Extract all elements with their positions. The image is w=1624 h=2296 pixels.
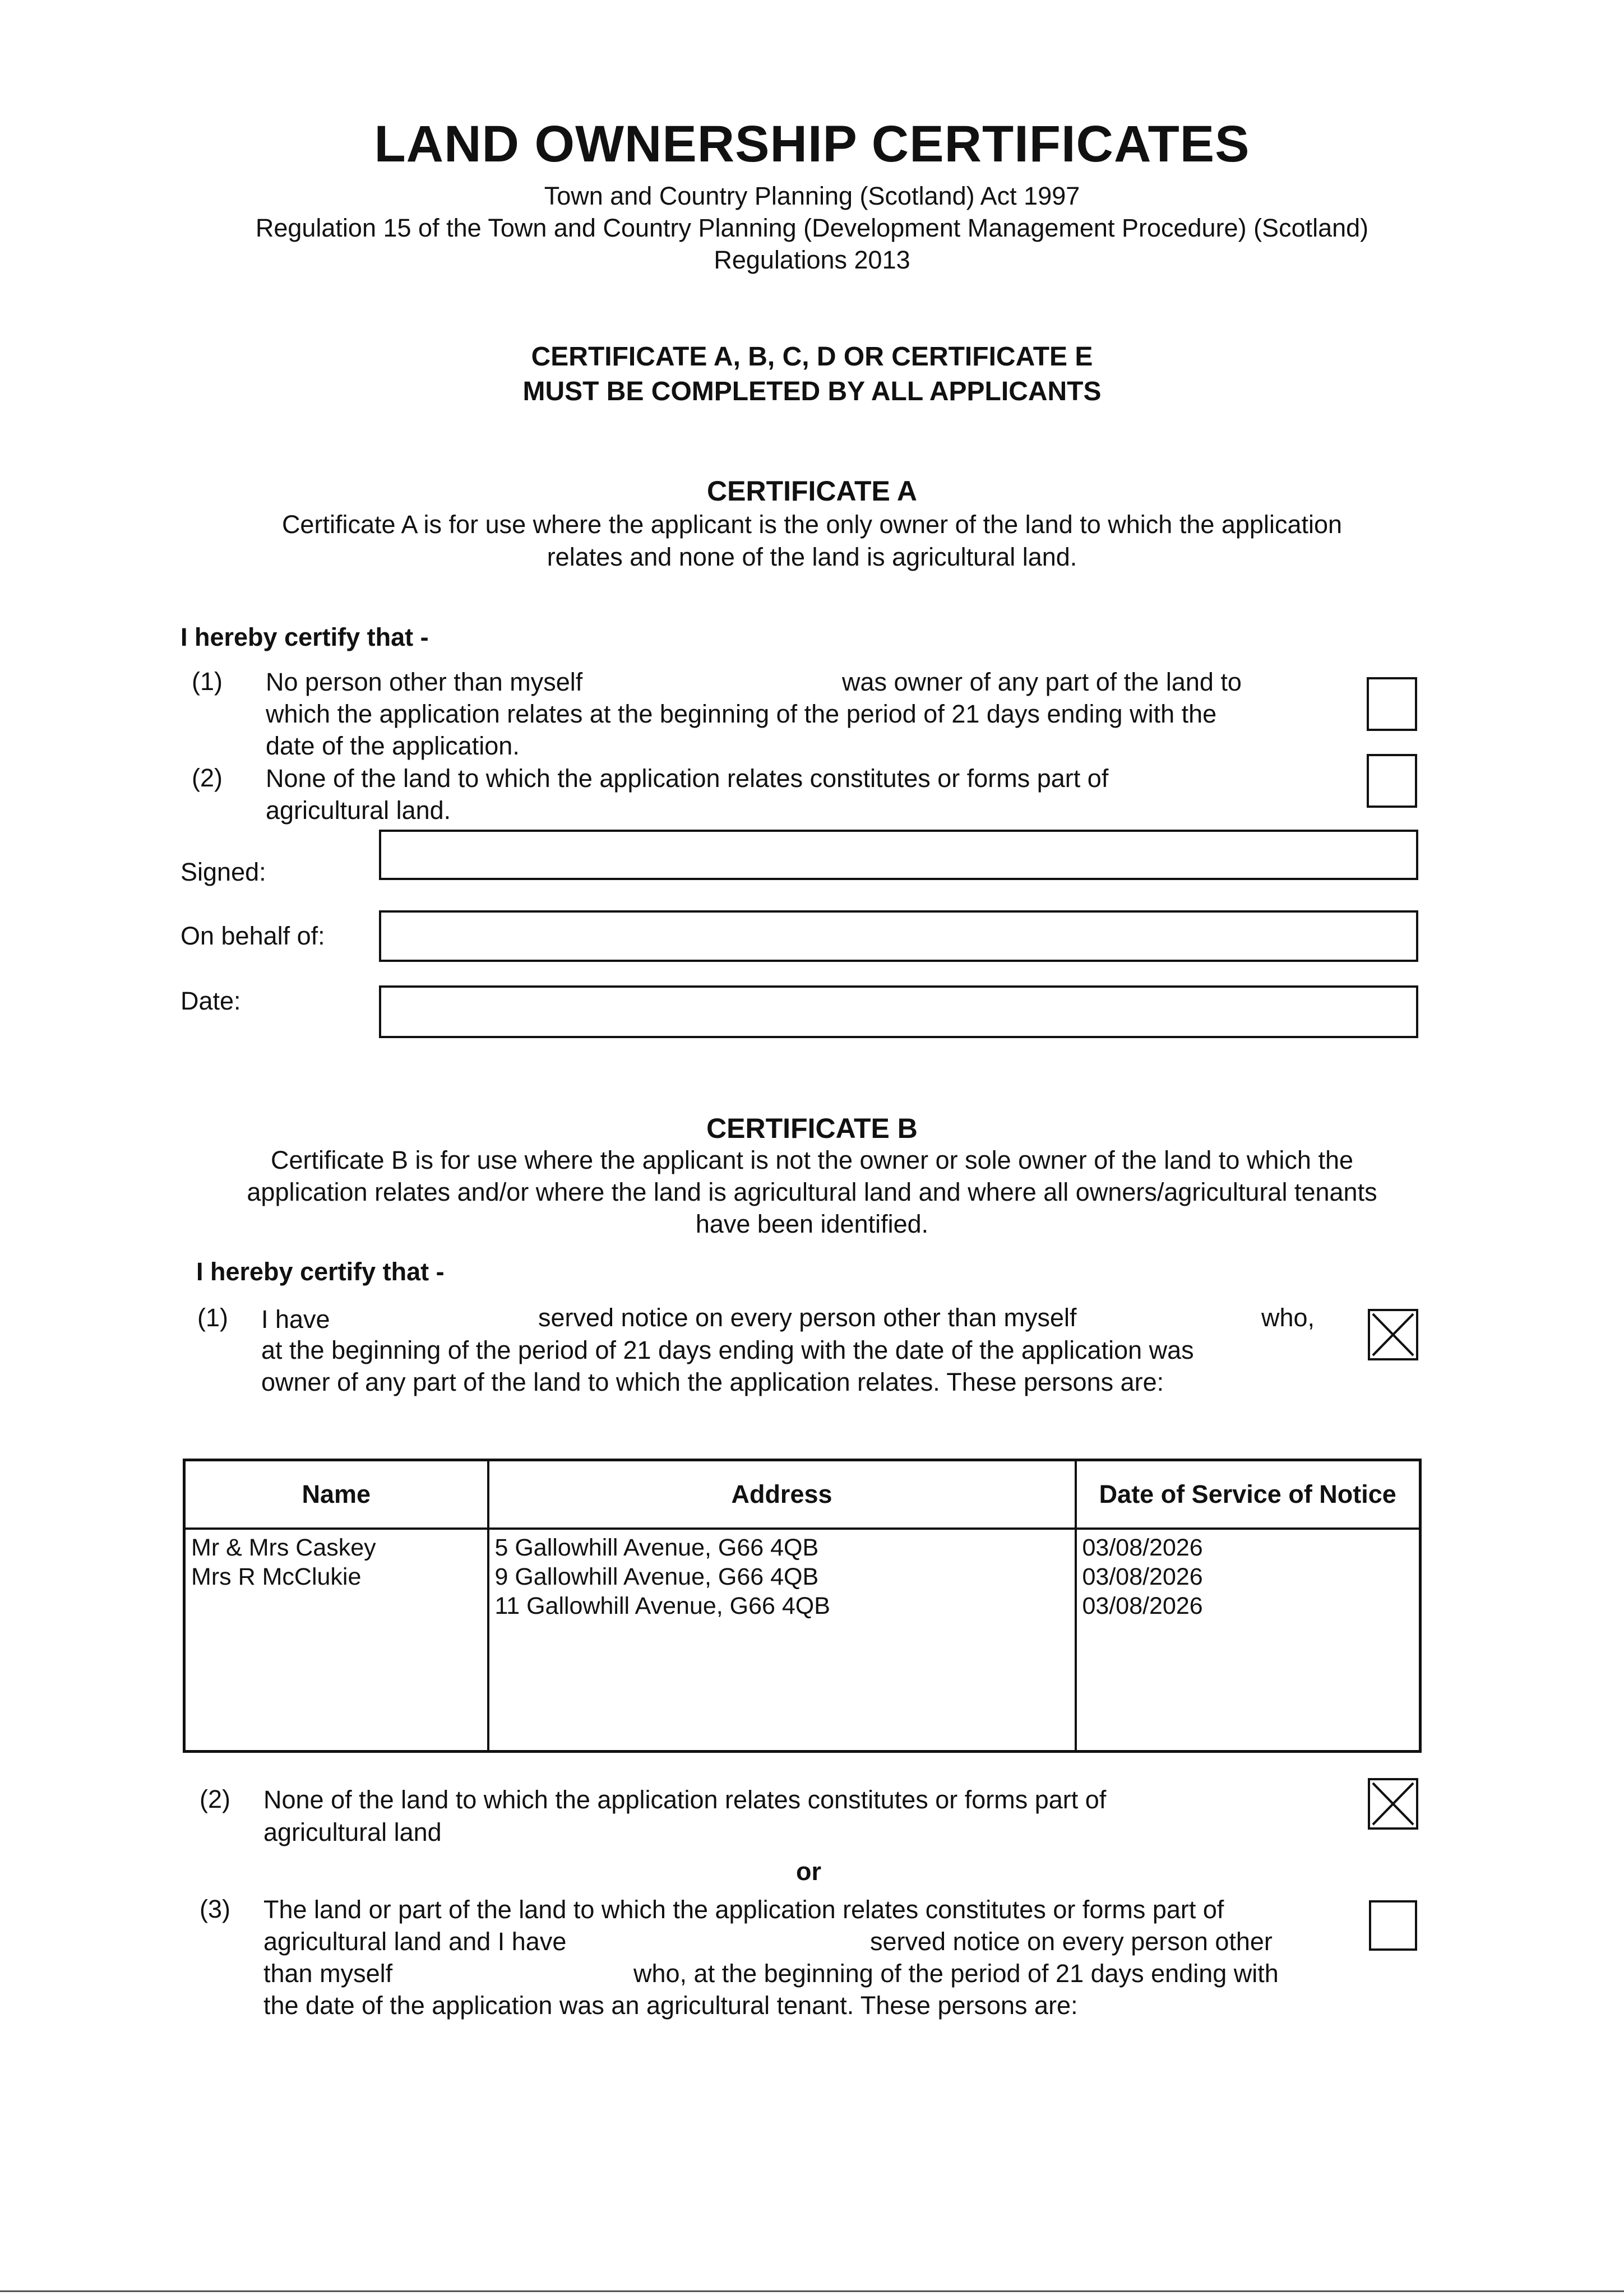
certificate-b-item-1-number: (1) bbox=[197, 1303, 228, 1332]
certificate-b-item-3-text-1: The land or part of the land to which the application relates constitutes or forms part of bbox=[263, 1895, 1224, 1924]
certificate-a-date-label: Date: bbox=[181, 987, 241, 1015]
certificate-b-item-3-text-3a: than myself bbox=[263, 1959, 393, 1988]
check-cross-icon bbox=[1370, 1780, 1416, 1827]
certificate-b-item-3-number: (3) bbox=[200, 1895, 230, 1923]
act-reference: Town and Country Planning (Scotland) Act 1997 bbox=[544, 182, 1080, 210]
certificate-b-item-3-checkbox[interactable] bbox=[1369, 1900, 1417, 1951]
certificate-b-certify-label: I hereby certify that - bbox=[196, 1257, 445, 1286]
certificate-a-item-2-checkbox[interactable] bbox=[1367, 754, 1417, 808]
certificate-b-item-1-text-3: owner of any part of the land to which the application relates. These persons are: bbox=[261, 1368, 1164, 1396]
owners-table-header-row bbox=[184, 1460, 1421, 1529]
certificate-a-item-1-number: (1) bbox=[192, 667, 223, 696]
certificate-a-item-1-text-1b: was owner of any part of the land to bbox=[842, 668, 1242, 696]
certificate-a-item-2-text-1: None of the land to which the application relates constitutes or forms part of bbox=[266, 764, 1109, 793]
owners-table bbox=[183, 1459, 1422, 1753]
certificate-a-item-1-text-1a: No person other than myself bbox=[266, 668, 583, 696]
owners-dates-cell bbox=[1076, 1529, 1421, 1752]
certificate-b-item-1-text-2: at the beginning of the period of 21 days ending with the date of the application was bbox=[261, 1336, 1194, 1364]
table-row bbox=[184, 1529, 1421, 1752]
notice-date: 03/08/2026 bbox=[1082, 1563, 1203, 1590]
certificate-a-date-field[interactable] bbox=[379, 985, 1418, 1038]
certificate-b-item-2-number: (2) bbox=[200, 1785, 230, 1813]
certificate-a-signed-field[interactable] bbox=[379, 830, 1418, 880]
certificate-a-item-1-text-2: which the application relates at the beginning of the period of 21 days ending with the bbox=[266, 700, 1217, 728]
certificate-a-behalf-label: On behalf of: bbox=[181, 922, 325, 950]
certificate-b-item-2-checkbox[interactable] bbox=[1368, 1778, 1418, 1830]
certificate-b-item-3-text-2b: served notice on every person other bbox=[870, 1927, 1273, 1956]
certificate-b-item-1-text-1a: I have bbox=[261, 1305, 330, 1334]
certificate-b-item-2-text-2: agricultural land bbox=[263, 1818, 442, 1846]
owner-address: 5 Gallowhill Avenue, G66 4QB bbox=[494, 1534, 819, 1561]
notice-line-2: MUST BE COMPLETED BY ALL APPLICANTS bbox=[522, 377, 1102, 406]
owners-addresses-cell bbox=[488, 1529, 1076, 1752]
or-separator: or bbox=[796, 1857, 821, 1886]
certificate-a-item-2-text-2: agricultural land. bbox=[266, 796, 451, 825]
certificate-a-description-1: Certificate A is for use where the applicant is the only owner of the land to which the application bbox=[281, 510, 1343, 539]
notice-line-1: CERTIFICATE A, B, C, D OR CERTIFICATE E bbox=[531, 342, 1093, 372]
owner-address: 9 Gallowhill Avenue, G66 4QB bbox=[494, 1563, 819, 1590]
notice-date: 03/08/2026 bbox=[1082, 1593, 1203, 1619]
certificate-b-item-1-text-1c: who, bbox=[1261, 1303, 1315, 1332]
check-cross-icon bbox=[1370, 1311, 1416, 1358]
certificate-b-item-3-text-3b: who, at the beginning of the period of 21 days ending with bbox=[633, 1959, 1279, 1988]
certificate-b-item-3-text-2a: agricultural land and I have bbox=[263, 1927, 567, 1956]
page-title: LAND OWNERSHIP CERTIFICATES bbox=[374, 115, 1250, 173]
certificate-b-item-1-text-1b: served notice on every person other than myself bbox=[538, 1303, 1077, 1332]
certificate-b-description-2: application relates and/or where the land is agricultural land and where all owners/agricultural tenants bbox=[247, 1178, 1377, 1206]
regulation-reference: Regulation 15 of the Town and Country Planning (Development Management Procedure) (Scotland) bbox=[255, 214, 1369, 242]
owners-table-header-date: Date of Service of Notice bbox=[1076, 1460, 1421, 1529]
certificate-b-item-1-checkbox[interactable] bbox=[1368, 1309, 1418, 1360]
owners-table-header-address: Address bbox=[488, 1460, 1076, 1529]
certificate-b-description-3: have been identified. bbox=[695, 1210, 929, 1238]
certificate-a-description-2: relates and none of the land is agricultural land. bbox=[547, 543, 1077, 571]
certificate-b-item-3-text-4: the date of the application was an agricultural tenant. These persons are: bbox=[263, 1991, 1078, 2020]
owner-address: 11 Gallowhill Avenue, G66 4QB bbox=[494, 1593, 830, 1619]
owners-table-header-name: Name bbox=[184, 1460, 488, 1529]
owner-name: Mr & Mrs Caskey bbox=[191, 1534, 376, 1561]
owner-name: Mrs R McClukie bbox=[191, 1563, 362, 1590]
owners-names-cell bbox=[184, 1529, 488, 1752]
certificate-a-item-2-number: (2) bbox=[192, 763, 223, 792]
notice-date: 03/08/2026 bbox=[1082, 1534, 1203, 1561]
certificate-a-certify-label: I hereby certify that - bbox=[181, 623, 429, 651]
certificate-a-signed-label: Signed: bbox=[181, 858, 266, 886]
certificate-a-item-1-text-3: date of the application. bbox=[266, 732, 520, 760]
certificate-b-item-2-text-1: None of the land to which the application relates constitutes or forms part of bbox=[263, 1785, 1107, 1814]
certificate-a-heading: CERTIFICATE A bbox=[707, 475, 917, 507]
certificate-b-heading: CERTIFICATE B bbox=[706, 1113, 918, 1144]
bottom-scan-rule bbox=[0, 2290, 1624, 2292]
certificate-a-item-1-checkbox[interactable] bbox=[1367, 677, 1417, 731]
regulation-year: Regulations 2013 bbox=[714, 246, 910, 274]
certificate-b-description-1: Certificate B is for use where the applicant is not the owner or sole owner of the land to which the bbox=[270, 1146, 1354, 1174]
certificate-a-behalf-field[interactable] bbox=[379, 910, 1418, 962]
